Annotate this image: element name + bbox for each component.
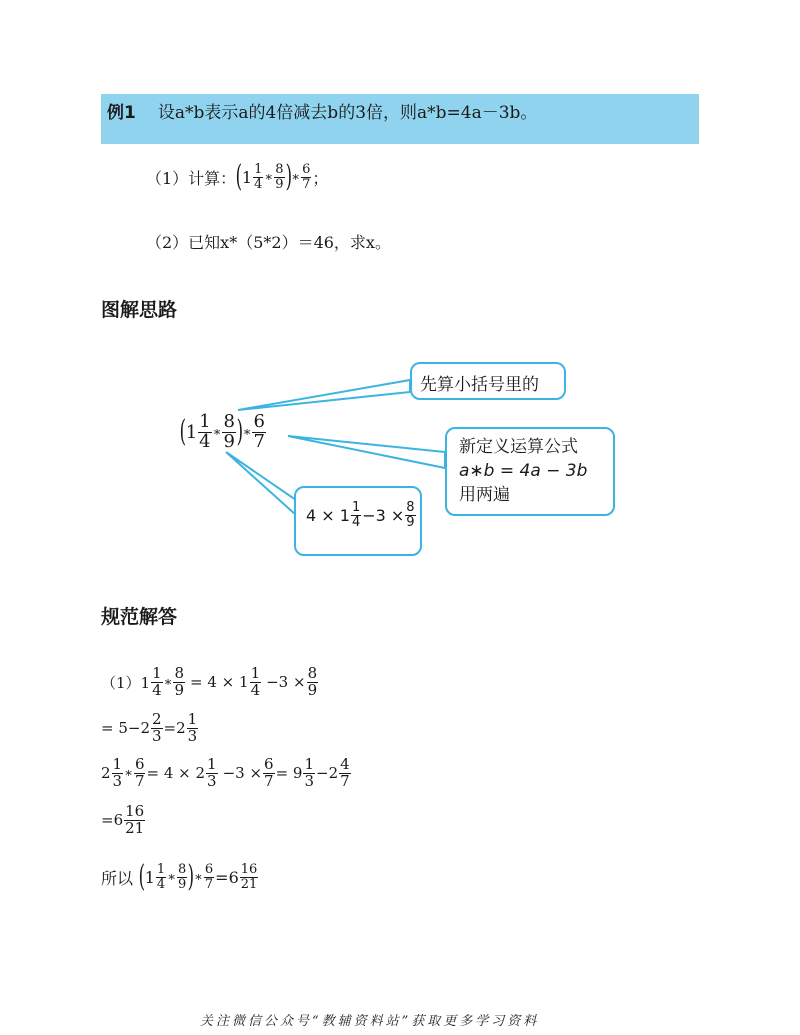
fraction: $\frac{4}{7}$ <box>340 755 350 790</box>
fraction: $\frac{16}{21}$ <box>125 802 145 837</box>
example-statement: 设a*b表示a的4倍减去b的3倍，则a*b=4a－3b。 <box>157 103 538 123</box>
footer-watermark: 关注微信公众号“教辅资料站”获取更多学习资料 <box>200 1014 540 1029</box>
question-1-prefix: （1）计算： <box>146 168 237 188</box>
diagram-section-title: 图解思路 <box>101 299 178 321</box>
fraction: $\frac{1}{3}$ <box>112 755 123 790</box>
callout-right <box>445 427 615 516</box>
left-paren: ( <box>138 859 146 894</box>
callout-right-line-3: 用两遍 <box>459 485 510 505</box>
solution-line-2: = 5−2 $\frac{2}{3}$ =2 $\frac{1}{3}$ <box>101 710 198 745</box>
fraction: $\frac{16}{21}$ <box>240 861 258 892</box>
example-label: 例1 <box>107 103 136 123</box>
fraction: $\frac{8}{9}$ <box>178 861 187 892</box>
right-paren: ) <box>187 859 195 894</box>
callout-top-text: 先算小括号里的 <box>420 375 539 395</box>
question-1: （1）计算： ( 1 $\frac{1}{4}$ ∗ $\frac{8}{9}$ ) ∗ $\frac{6}{7}$ ； <box>146 159 329 194</box>
fraction: $\frac{8}{9}$ <box>275 161 284 192</box>
fraction: $\frac{8}{9}$ <box>174 664 185 699</box>
fraction: $\frac{1}{4}$ <box>351 500 361 530</box>
fraction: $\frac{6}{7}$ <box>302 161 311 192</box>
question-1-suffix: ； <box>312 168 329 188</box>
fraction: $\frac{1}{4}$ <box>156 861 166 892</box>
fraction: $\frac{1}{3}$ <box>304 755 314 790</box>
callout-right-line-2: a∗b = 4a − 3b <box>459 461 588 481</box>
solution-line-1: （1）1 $\frac{1}{4}$ ∗ $\frac{8}{9}$ = 4 × 1 $\frac{1}{4}$ −3 × $\frac{8}{9}$ <box>101 664 318 699</box>
fraction: $\frac{6}{7}$ <box>253 411 265 452</box>
fraction: $\frac{6}{7}$ <box>204 861 214 892</box>
fraction: $\frac{2}{3}$ <box>152 710 162 745</box>
solution-line-3: 2 $\frac{1}{3}$ ∗ $\frac{6}{7}$ = 4 × 2 $\frac{1}{3}$ −3 × $\frac{6}{7}$ = 9 $\frac{1}{3}$ −2 $\frac{4}{7}$ <box>101 755 350 790</box>
fraction: $\frac{1}{3}$ <box>187 710 198 745</box>
connector-top <box>238 380 410 410</box>
question-2-text: （2）已知x*（5*2）＝46，求x。 <box>146 233 391 252</box>
callout-bottom-expression: 4 × 1 $\frac{1}{4}$ −3 × $\frac{8}{9}$ <box>306 500 415 530</box>
fraction: $\frac{8}{9}$ <box>406 500 415 530</box>
fraction: $\frac{8}{9}$ <box>223 411 235 452</box>
fraction: $\frac{1}{4}$ <box>254 161 263 192</box>
solution-conclusion: 所以 ( 1 $\frac{1}{4}$ ∗ $\frac{8}{9}$ ) ∗ $\frac{6}{7}$ =6 $\frac{16}{21}$ <box>101 859 258 894</box>
diagram-expression: ( 1 $\frac{1}{4}$ ∗ $\frac{8}{9}$ ) ∗ $\frac{6}{7}$ <box>179 411 265 452</box>
connector-right <box>288 436 445 468</box>
left-paren: ( <box>179 414 187 450</box>
callout-right-line-1: 新定义运算公式 <box>459 437 578 457</box>
fraction: $\frac{6}{7}$ <box>264 755 274 790</box>
right-paren: ) <box>236 414 244 450</box>
connector-bottom <box>226 452 296 515</box>
solution-line-4: =6 $\frac{16}{21}$ <box>101 802 145 837</box>
callout-bottom <box>294 486 422 556</box>
callout-top <box>410 362 566 400</box>
fraction: $\frac{1}{4}$ <box>199 411 211 452</box>
fraction: $\frac{1}{4}$ <box>152 664 162 699</box>
fraction: $\frac{8}{9}$ <box>307 664 318 699</box>
solution-section-title: 规范解答 <box>101 606 178 628</box>
left-paren: ( <box>235 159 243 194</box>
fraction: $\frac{6}{7}$ <box>134 755 145 790</box>
right-paren: ) <box>285 159 292 194</box>
fraction: $\frac{1}{4}$ <box>250 664 261 699</box>
fraction: $\frac{1}{3}$ <box>207 755 217 790</box>
